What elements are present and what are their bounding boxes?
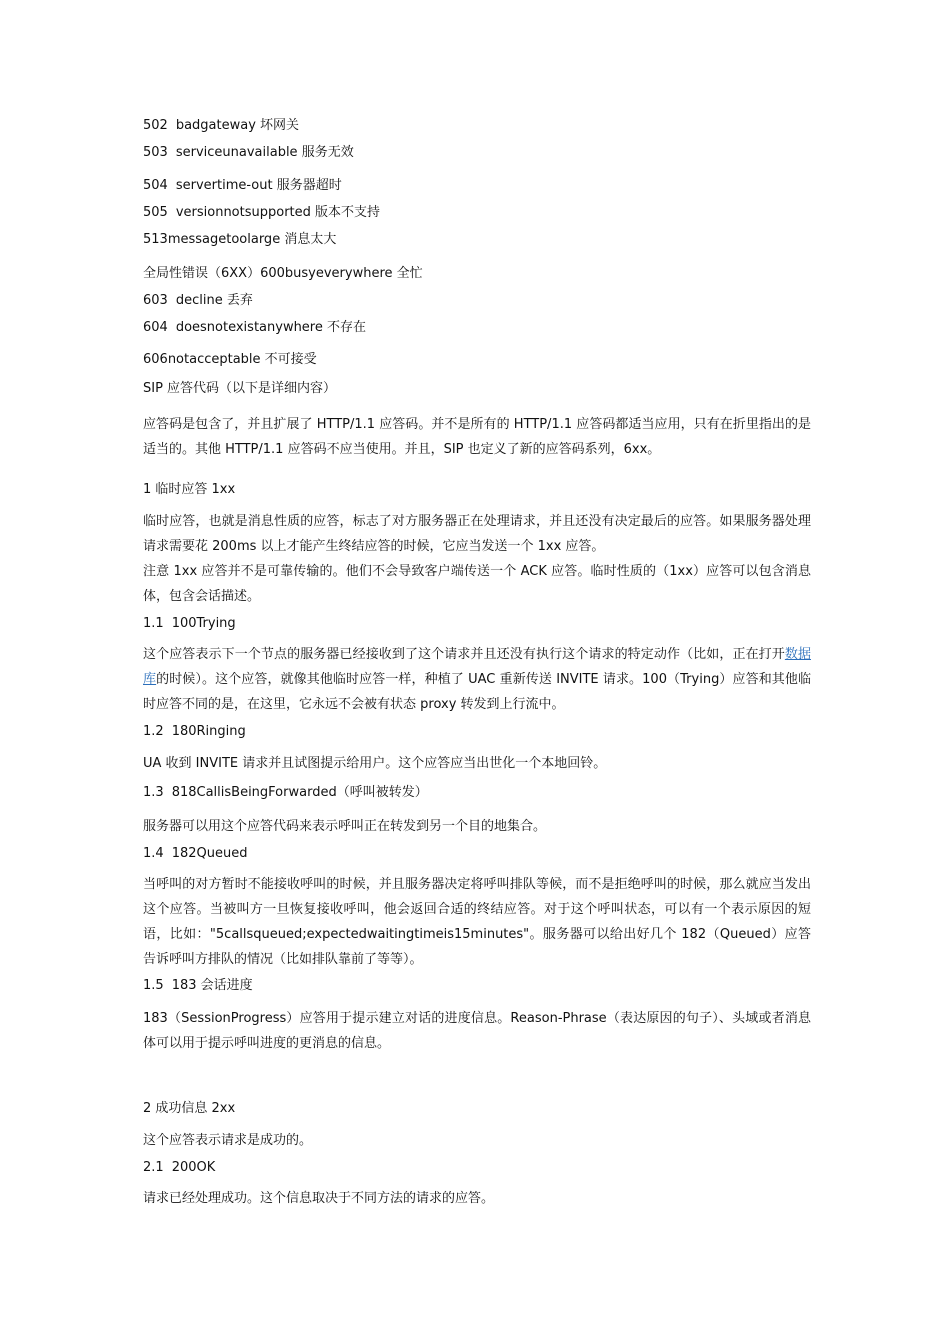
database-link[interactable]: 数据库 [143,647,811,687]
section-1-1-title: 1.1 100Trying [143,616,236,631]
section-1-5-paragraph: 183（SessionProgress）应答用于提示建立对话的进度信息。Reason-Phrase（表达原因的句子）、头域或者消息体可以用于提示呼叫进度的更消息的信息。 [143,1011,811,1051]
code-line-513: 513messagetoolarge 消息太大 [143,232,337,247]
code-line-502: 502 badgateway 坏网关 [143,118,300,133]
code-line-604: 604 doesnotexistanywhere 不存在 [143,320,367,335]
code-line-606: 606notacceptable 不可接受 [143,352,317,367]
section-1-3-paragraph: 服务器可以用这个应答代码来表示呼叫正在转发到另一个目的地集合。 [143,819,547,834]
code-line-503: 503 serviceunavailable 服务无效 [143,145,354,160]
intro-paragraph: 应答码是包含了，并且扩展了 HTTP/1.1 应答码。并不是所有的 HTTP/1.1 应答码都适当应用，只有在折里指出的是适当的。其他 HTTP/1.1 应答码不应当使用。并且，SIP 也定义了新的应答码系列，6xx。 [143,417,811,457]
section-2-1-paragraph: 请求已经处理成功。这个信息取决于不同方法的请求的应答。 [143,1191,495,1206]
code-line-603: 603 decline 丢弃 [143,293,253,308]
section-1-2-title: 1.2 180Ringing [143,724,246,739]
section-2-1-title: 2.1 200OK [143,1160,216,1175]
section-1-4-paragraph: 当呼叫的对方暂时不能接收呼叫的时候，并且服务器决定将呼叫排队等候，而不是拒绝呼叫的时候，那么就应当发出这个应答。当被叫方一旦恢复接收呼叫，他会返回合适的终结应答。对于这个呼叫状态，可以有一个表示原因的短语，比如："5callsqueued;expectedwaitingtimeis15minutes"。服务器可以给出好几个 182（Queued）应答告诉呼叫方排队的情况（比如排队靠前了等等）。 [143,877,811,967]
section-1-2-paragraph: UA 收到 INVITE 请求并且试图提示给用户。这个应答应当出世化一个本地回铃。 [143,756,607,771]
code-line-505: 505 versionnotsupported 版本不支持 [143,205,381,220]
section-1-4-title: 1.4 182Queued [143,846,248,861]
section-2-title: 2 成功信息 2xx [143,1101,236,1116]
sip-heading: SIP 应答代码（以下是详细内容） [143,381,337,396]
code-line-504: 504 servertime-out 服务器超时 [143,178,342,193]
section-1-paragraph-1: 临时应答，也就是消息性质的应答，标志了对方服务器正在处理请求，并且还没有决定最后的应答。如果服务器处理请求需要花 200ms 以上才能产生终结应答的时候，它应当发送一个 1xx 应答。 [143,514,811,554]
section-1-5-title: 1.5 183 会话进度 [143,978,253,993]
section-1-3-title: 1.3 818CallisBeingForwarded（呼叫被转发） [143,785,428,800]
section-1-title: 1 临时应答 1xx [143,482,236,497]
section-2-paragraph: 这个应答表示请求是成功的。 [143,1133,313,1148]
section-1-1-paragraph: 这个应答表示下一个节点的服务器已经接收到了这个请求并且还没有执行这个请求的特定动作（比如，正在打开数据库的时候）。这个应答，就像其他临时应答一样，种植了 UAC 重新传送 INVITE 请求。100（Trying）应答和其他临时应答不同的是，在这里，它永远不会被有状态 proxy 转发到上行流中。 [143,647,811,712]
section-1-paragraph-2: 注意 1xx 应答并不是可靠传输的。他们不会导致客户端传送一个 ACK 应答。临时性质的（1xx）应答可以包含消息体，包含会话描述。 [143,564,811,604]
global-error-line: 全局性错误（6XX）600busyeverywhere 全忙 [143,266,423,281]
